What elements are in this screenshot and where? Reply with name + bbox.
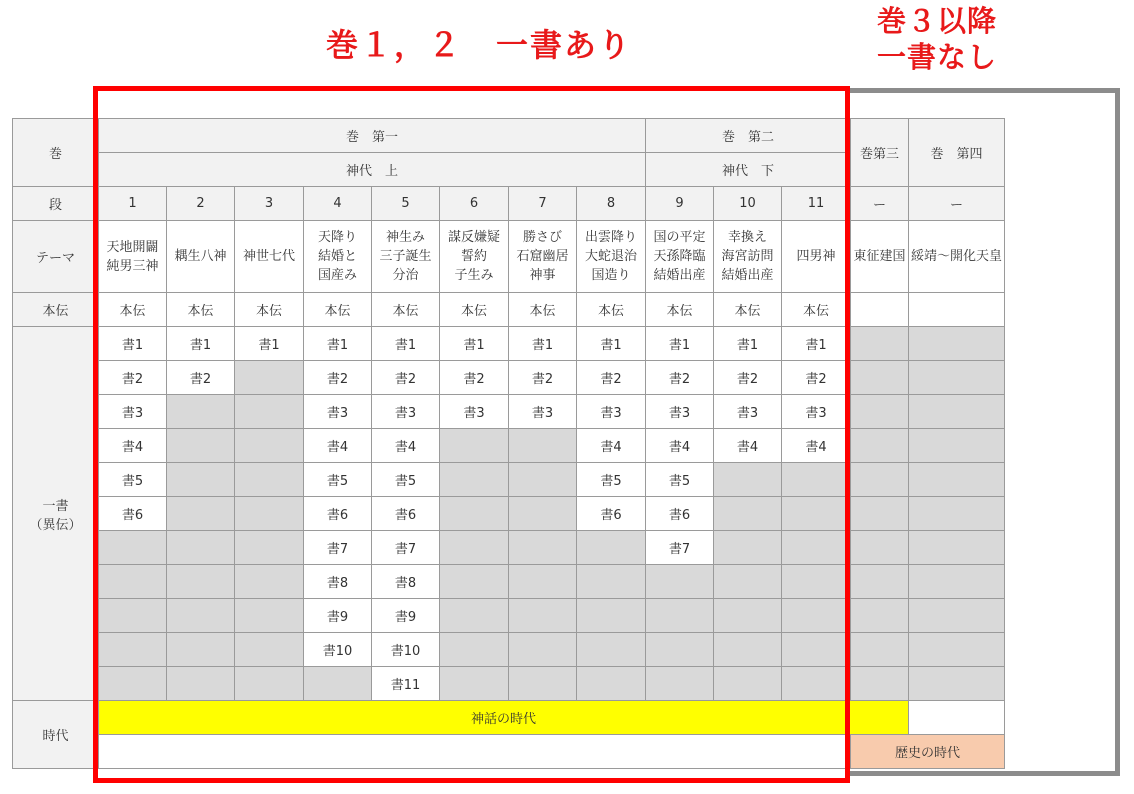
issho-cell	[99, 565, 167, 599]
row-label-issho-line1: 一書	[42, 498, 69, 514]
issho-cell	[851, 395, 909, 429]
issho-cell	[509, 667, 577, 701]
dan-number-cell: ー	[909, 187, 1005, 221]
issho-cell	[782, 667, 851, 701]
row-label-jidai: 時代	[13, 701, 99, 769]
issho-cell: 書6	[99, 497, 167, 531]
issho-cell: 書6	[372, 497, 440, 531]
issho-cell	[714, 463, 782, 497]
issho-cell	[851, 531, 909, 565]
theme-line: 神世七代	[242, 249, 295, 264]
issho-cell	[235, 429, 304, 463]
issho-cell: 書5	[577, 463, 646, 497]
era-empty-cell	[909, 701, 1005, 735]
issho-row	[13, 599, 1005, 633]
theme-line: 結婚と	[317, 249, 357, 264]
issho-cell	[509, 497, 577, 531]
annotation-line-2: 一書なし	[876, 40, 997, 74]
theme-cell	[167, 221, 235, 293]
honden-cell: 本伝	[509, 293, 577, 327]
theme-cell	[577, 221, 646, 293]
issho-cell	[646, 667, 714, 701]
issho-cell	[99, 531, 167, 565]
theme-line: 天降り	[317, 230, 357, 245]
issho-cell: 書4	[577, 429, 646, 463]
issho-cell	[909, 497, 1005, 531]
issho-cell	[782, 463, 851, 497]
issho-cell	[851, 565, 909, 599]
volume-3-header: 巻第三	[851, 119, 909, 187]
issho-cell: 書2	[646, 361, 714, 395]
issho-cell: 書2	[99, 361, 167, 395]
issho-cell	[646, 565, 714, 599]
dan-number-cell: 9	[646, 187, 714, 221]
honden-cell: 本伝	[372, 293, 440, 327]
issho-cell	[99, 599, 167, 633]
issho-row	[13, 327, 1005, 361]
issho-cell	[235, 463, 304, 497]
theme-line: 出雲降り	[584, 230, 637, 245]
issho-cell	[851, 599, 909, 633]
issho-cell: 書3	[509, 395, 577, 429]
issho-cell: 書1	[782, 327, 851, 361]
issho-cell	[851, 667, 909, 701]
issho-cell: 書1	[509, 327, 577, 361]
theme-line: 子生み	[454, 268, 494, 283]
issho-cell: 書1	[235, 327, 304, 361]
issho-cell	[782, 497, 851, 531]
issho-cell	[577, 531, 646, 565]
theme-line: 耦生八神	[174, 249, 227, 264]
issho-cell	[509, 599, 577, 633]
issho-cell: 書2	[782, 361, 851, 395]
issho-cell: 書2	[714, 361, 782, 395]
issho-cell: 書1	[714, 327, 782, 361]
honden-cell: 本伝	[235, 293, 304, 327]
theme-line: 国造り	[591, 268, 631, 283]
theme-line: 神生み	[385, 230, 425, 245]
issho-cell: 書8	[372, 565, 440, 599]
theme-cell	[99, 221, 167, 293]
issho-cell	[235, 497, 304, 531]
dan-number-cell: 1	[99, 187, 167, 221]
theme-cell	[782, 221, 851, 293]
issho-row	[13, 463, 1005, 497]
issho-cell	[909, 429, 1005, 463]
issho-row	[13, 395, 1005, 429]
honden-cell: 本伝	[646, 293, 714, 327]
issho-row	[13, 429, 1005, 463]
issho-cell	[782, 599, 851, 633]
issho-cell	[440, 599, 509, 633]
dan-number-cell: 3	[235, 187, 304, 221]
theme-line: 純男三神	[106, 258, 159, 274]
theme-line: 天孫降臨	[653, 249, 706, 264]
issho-row	[13, 633, 1005, 667]
issho-cell	[851, 633, 909, 667]
issho-cell: 書1	[372, 327, 440, 361]
issho-cell	[909, 395, 1005, 429]
era-empty-band	[99, 735, 851, 769]
issho-cell: 書2	[440, 361, 509, 395]
theme-cell	[509, 221, 577, 293]
dan-number-cell: 10	[714, 187, 782, 221]
myth-era-band: 神話の時代	[99, 701, 909, 735]
issho-cell: 書2	[304, 361, 372, 395]
theme-line: 誓約	[460, 249, 487, 264]
issho-cell: 書9	[304, 599, 372, 633]
issho-cell: 書7	[304, 531, 372, 565]
history-era-band: 歴史の時代	[851, 735, 1005, 769]
theme-line: 国の平定	[653, 230, 706, 245]
issho-cell	[509, 531, 577, 565]
issho-cell	[99, 633, 167, 667]
issho-cell	[440, 633, 509, 667]
issho-cell: 書9	[372, 599, 440, 633]
issho-cell	[714, 633, 782, 667]
honden-cell: 本伝	[714, 293, 782, 327]
theme-cell	[235, 221, 304, 293]
issho-cell: 書4	[372, 429, 440, 463]
annotation-volumes-1-2: 巻１，２ 一書あり	[326, 26, 633, 64]
honden-cell: 本伝	[304, 293, 372, 327]
issho-cell: 書7	[646, 531, 714, 565]
issho-cell	[167, 667, 235, 701]
issho-cell: 書2	[509, 361, 577, 395]
theme-line: 結婚出産	[721, 268, 774, 283]
theme-line: 神事	[529, 268, 556, 283]
issho-cell	[909, 361, 1005, 395]
theme-row	[13, 221, 1005, 293]
issho-cell: 書1	[304, 327, 372, 361]
row-label-issho-line2: （異伝）	[29, 517, 82, 533]
issho-cell: 書3	[372, 395, 440, 429]
issho-cell	[440, 463, 509, 497]
issho-cell: 書5	[99, 463, 167, 497]
issho-cell: 書4	[646, 429, 714, 463]
issho-cell	[577, 565, 646, 599]
issho-cell: 書3	[440, 395, 509, 429]
dan-number-cell: ー	[851, 187, 909, 221]
issho-cell	[235, 565, 304, 599]
theme-line: 分治	[392, 268, 419, 283]
issho-cell	[99, 667, 167, 701]
annotation-volume-3-onward	[862, 3, 1012, 75]
issho-cell	[909, 463, 1005, 497]
issho-cell	[235, 667, 304, 701]
issho-cell	[167, 599, 235, 633]
issho-cell	[167, 429, 235, 463]
issho-cell: 書4	[714, 429, 782, 463]
issho-cell: 書5	[646, 463, 714, 497]
issho-row	[13, 361, 1005, 395]
issho-cell: 書3	[304, 395, 372, 429]
issho-cell: 書10	[372, 633, 440, 667]
issho-cell	[509, 429, 577, 463]
issho-cell: 書6	[646, 497, 714, 531]
issho-cell: 書3	[99, 395, 167, 429]
issho-cell	[714, 599, 782, 633]
issho-cell: 書5	[372, 463, 440, 497]
issho-cell	[782, 531, 851, 565]
issho-cell	[714, 531, 782, 565]
theme-line: 東征建国	[853, 249, 906, 264]
issho-cell: 書1	[577, 327, 646, 361]
issho-cell	[509, 633, 577, 667]
issho-cell	[909, 327, 1005, 361]
issho-cell	[909, 633, 1005, 667]
issho-cell: 書6	[304, 497, 372, 531]
volume-2-header: 巻 第二	[646, 119, 851, 153]
issho-cell: 書2	[577, 361, 646, 395]
issho-cell: 書1	[646, 327, 714, 361]
dan-number-cell: 8	[577, 187, 646, 221]
issho-cell	[646, 633, 714, 667]
issho-row	[13, 531, 1005, 565]
volume-1-header: 巻 第一	[99, 119, 646, 153]
theme-line: 三子誕生	[379, 249, 432, 264]
issho-cell	[851, 327, 909, 361]
issho-cell	[509, 463, 577, 497]
honden-cell: 本伝	[440, 293, 509, 327]
issho-cell	[304, 667, 372, 701]
theme-line: 綏靖～開化天皇	[910, 249, 1002, 264]
issho-cell: 書2	[167, 361, 235, 395]
theme-line: 四男神	[796, 249, 836, 264]
issho-cell: 書3	[714, 395, 782, 429]
dan-number-cell: 4	[304, 187, 372, 221]
nihon-shoki-table	[12, 118, 1005, 769]
theme-cell	[304, 221, 372, 293]
issho-cell	[714, 565, 782, 599]
issho-cell	[167, 531, 235, 565]
honden-cell: 本伝	[167, 293, 235, 327]
honden-cell	[851, 293, 909, 327]
issho-cell	[909, 565, 1005, 599]
issho-row	[13, 497, 1005, 531]
issho-cell	[646, 599, 714, 633]
issho-cell: 書10	[304, 633, 372, 667]
issho-cell: 書3	[577, 395, 646, 429]
issho-cell	[440, 667, 509, 701]
issho-cell: 書3	[646, 395, 714, 429]
issho-cell	[577, 633, 646, 667]
issho-cell	[235, 599, 304, 633]
issho-cell: 書8	[304, 565, 372, 599]
issho-cell	[851, 497, 909, 531]
dan-number-cell: 11	[782, 187, 851, 221]
issho-cell	[782, 565, 851, 599]
honden-cell	[909, 293, 1005, 327]
issho-cell	[577, 599, 646, 633]
volume-1-subtitle: 神代 上	[99, 153, 646, 187]
theme-line: 海宮訪問	[721, 249, 774, 264]
honden-cell: 本伝	[577, 293, 646, 327]
issho-cell: 書5	[304, 463, 372, 497]
issho-cell: 書4	[782, 429, 851, 463]
issho-cell: 書3	[782, 395, 851, 429]
issho-cell	[167, 395, 235, 429]
issho-cell	[235, 633, 304, 667]
theme-line: 大蛇退治	[584, 249, 637, 264]
issho-row	[13, 565, 1005, 599]
theme-line: 天地開闢	[106, 239, 159, 255]
issho-cell	[851, 361, 909, 395]
theme-line: 石窟幽居	[516, 249, 569, 264]
theme-line: 謀反嫌疑	[447, 230, 500, 245]
issho-cell	[714, 667, 782, 701]
issho-cell	[851, 429, 909, 463]
issho-row	[13, 667, 1005, 701]
honden-cell: 本伝	[782, 293, 851, 327]
volume-4-header: 巻 第四	[909, 119, 1005, 187]
honden-cell: 本伝	[99, 293, 167, 327]
issho-cell: 書1	[440, 327, 509, 361]
volume-2-subtitle: 神代 下	[646, 153, 851, 187]
issho-cell	[167, 497, 235, 531]
issho-cell	[909, 599, 1005, 633]
issho-cell: 書1	[99, 327, 167, 361]
theme-cell	[851, 221, 909, 293]
dan-number-cell: 2	[167, 187, 235, 221]
issho-cell: 書11	[372, 667, 440, 701]
row-label-issho	[13, 327, 99, 701]
issho-cell	[714, 497, 782, 531]
row-label-theme: テーマ	[13, 221, 99, 293]
issho-cell	[782, 633, 851, 667]
issho-cell: 書2	[372, 361, 440, 395]
theme-line: 国産み	[317, 268, 357, 283]
dan-number-cell: 5	[372, 187, 440, 221]
issho-cell	[235, 361, 304, 395]
issho-cell: 書6	[577, 497, 646, 531]
issho-cell	[577, 667, 646, 701]
issho-cell: 書4	[304, 429, 372, 463]
issho-cell: 書7	[372, 531, 440, 565]
theme-cell	[372, 221, 440, 293]
dan-number-cell: 7	[509, 187, 577, 221]
row-label-dan: 段	[13, 187, 99, 221]
annotation-line-1: 巻３以降	[876, 4, 997, 38]
theme-cell	[909, 221, 1005, 293]
theme-line: 幸換え	[727, 230, 767, 245]
issho-cell	[440, 497, 509, 531]
issho-cell	[440, 429, 509, 463]
theme-cell	[440, 221, 509, 293]
issho-cell	[167, 565, 235, 599]
issho-cell	[167, 463, 235, 497]
row-label-honden: 本伝	[13, 293, 99, 327]
honden-row	[13, 293, 1005, 327]
issho-cell	[235, 395, 304, 429]
issho-cell	[235, 531, 304, 565]
issho-cell	[440, 531, 509, 565]
theme-cell	[714, 221, 782, 293]
dan-row	[13, 187, 1005, 221]
issho-cell	[909, 531, 1005, 565]
issho-cell	[851, 463, 909, 497]
theme-line: 結婚出産	[653, 268, 706, 283]
issho-cell	[509, 565, 577, 599]
theme-cell	[646, 221, 714, 293]
issho-cell: 書1	[167, 327, 235, 361]
row-label-kan: 巻	[13, 119, 99, 187]
dan-number-cell: 6	[440, 187, 509, 221]
issho-cell: 書4	[99, 429, 167, 463]
theme-line: 勝さび	[522, 230, 562, 245]
issho-cell	[909, 667, 1005, 701]
issho-cell	[167, 633, 235, 667]
issho-cell	[440, 565, 509, 599]
